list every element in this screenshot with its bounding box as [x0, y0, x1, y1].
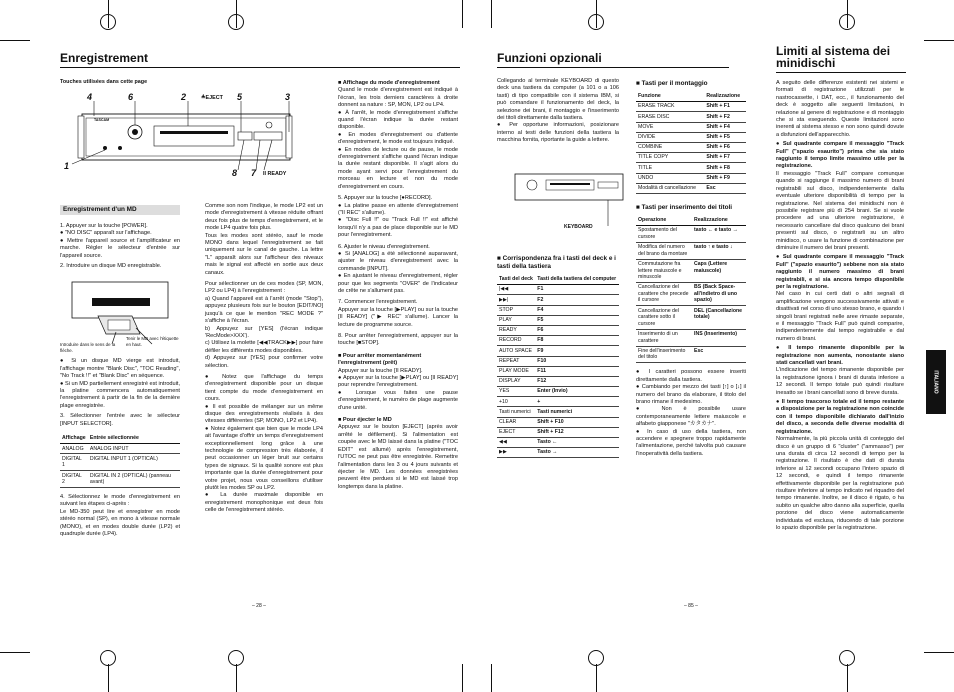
- table-row: [497, 397, 619, 407]
- table-cell: EJECT: [497, 427, 535, 437]
- callout-3: 3: [285, 92, 291, 102]
- mode-note-3: ● Notez également que bien que le mode LP4 ait l'avantage d'offrir un temps d'enregistrement exceptionnellement long grâce à une technologie de compression très élaborée, il peut occasionner un léger bruit sur certains types de signaux. Si la qualité sonore est plus importante que la durée d'enregistrement pour votre projet, nous vous conseillons d'utiliser plutôt les modes SP ou LP2.: [205, 425, 323, 492]
- table-cell: Shift + F4: [704, 122, 746, 132]
- callout-5: 5: [237, 92, 243, 102]
- step-1: 1. Appuyer sur la touche [POWER].: [60, 223, 148, 229]
- table-cell: F4: [535, 305, 619, 315]
- table-cell: DIGITAL IN 2 (OPTICAL) (panneau avant): [88, 471, 180, 488]
- callout-4: 4: [87, 92, 93, 102]
- mode-note-2: ● Il est possible de mélanger sur un même disque des enregistrements réalisés à des vitesses différentes (SP, MONO, LP2 et LP4).: [205, 403, 323, 425]
- limit-2-text: Nel caso in cui certi dati o altri segnali di amplificazione vengono successivamente attivati e disattivati nel corso di uno stesso brano, e quando i singoli brani registrati nelle aree rimaste separate, e il messaggio "Track Full" può quindi comparire, indipendentemente dal tempo registrabile e dal numero di brani.: [776, 291, 904, 342]
- mode-note-4: ● La durée maximale disponible en enregistrement monophonique est deux fois celle de l'enregistrement stéréo.: [205, 492, 323, 514]
- table-cell: +10: [497, 397, 535, 407]
- table-header: Tasti del deck: [497, 275, 535, 285]
- limit-4-heading: ● Il tempo trascorso totale ed il tempo restante a disposizione per la registrazione non coincide con il tempo disponibile dichiarato dall'inizio del disco, a seconda delle diverse modalità di registrazione.: [776, 399, 904, 435]
- language-side-tab: [926, 350, 946, 414]
- table-cell: Cancellazione del carattere che precede il cursore: [636, 283, 692, 306]
- table-header: Tasti della tastiera del computer: [535, 275, 619, 285]
- table-cell: DIGITAL INPUT 1 (OPTICAL): [88, 454, 180, 471]
- table-cell: Tasti numerici: [497, 407, 535, 417]
- title-rule: [776, 72, 906, 73]
- table-row: [636, 329, 746, 346]
- step-4: 4. Sélectionnez le mode d'enregistrement en suivant les étapes ci-après :: [60, 494, 180, 508]
- keyboard-intro: Collegando al terminale KEYBOARD di questo deck una tastiera da computer (a 101 o a 106 tasti) di tipo compatibile con il sistema IBM, si può comandare il funzionamento del deck, la selezione dei brani, il montaggio e l'inserimento dei titoli direttamente dalla tastiera.: [497, 78, 619, 122]
- lp-description: Comme son nom l'indique, le mode LP2 est un mode d'enregistrement à vitesse réduite offrant deux fois plus de temps d'enregistrement, et le mode LP4 quatre fois plus.: [205, 203, 323, 232]
- table-cell: INS (Inserimento): [692, 329, 746, 346]
- insert-caption-right: Tenir le MD avec l'étiquette en haut.: [126, 336, 179, 347]
- table-header: Realizzazione: [692, 216, 746, 226]
- table-cell: Enter (Invio): [535, 387, 619, 397]
- step-5: 5. Appuyer sur la touche [●RECORD].: [338, 195, 433, 202]
- mode-step-a: a) Quand l'appareil est à l'arrêt (mode "Stop"), appuyez plusieurs fois sur le bouton [EDIT/NO] jusqu'à ce que le mention "REC MODE ?" s'affiche à l'écran.: [205, 295, 323, 325]
- table-cell: ▶▶: [497, 448, 535, 458]
- pause-note-2: ● Lorsque vous faites une pause d'enregistrement, le numéro de plage augmente d'une unité.: [338, 389, 458, 411]
- callout-2: 2: [181, 92, 187, 102]
- table-row: [60, 444, 180, 454]
- table-header: Realizzazione: [704, 92, 746, 102]
- insert-caption-left: Introduire dans le sens de la flèche.: [60, 342, 116, 353]
- table-cell: Shift + F2: [704, 112, 746, 122]
- deck-keyboard-illustration: [512, 170, 627, 230]
- table-cell: Shift + F12: [535, 427, 619, 437]
- eject-title: ■ Pour éjecter le MD: [338, 417, 392, 424]
- table-cell: PLAY: [497, 315, 535, 325]
- table-row: [636, 112, 746, 122]
- table-cell: F5: [535, 315, 619, 325]
- table-cell: COMBINE: [636, 142, 704, 152]
- table-row: [497, 438, 619, 448]
- page-number-right: – 85 –: [684, 603, 698, 609]
- rec-mode-display-title: ■ Affichage du mode d'enregistrement: [338, 80, 440, 86]
- keys-used-label: Touches utilisées dans cette page: [60, 79, 148, 85]
- table-cell: tasto ↑ e tasto ↓: [692, 242, 746, 259]
- rec-mode-note-3: ● En modes de lecture ou de pause, le mode d'enregistrement s'affiche quand l'écran indique la durée restant disponible. Il s'agit alors du mode ayant servi pour l'enregistrement du morceau en lecture et non du mode d'enregistrement en cours.: [338, 146, 458, 190]
- table-cell: Modifica del numero del brano da montare: [636, 242, 692, 259]
- limit-4-text: Normalmente, la più piccola unità di conteggio del disco è un gruppo di 6 "cluster" ("ammasso") per una durata di circa 12 secondi di tempo per la registrazione. Il risultato è che dati di durata inferiore ai 12 secondi occupano l'intero spazio di 12 secondi, e quindi il tempo rimanente effettivamente disponibile per la registrazione può risultare inferiore al tempo indicato nel riquadro del tempo rimanente. Inoltre, se il disco è rigato, o ha subito un qualche altro danno alla superficie, quella porzione del disco viene automaticamente individuata ed esclusa, riducendo di tale porzione lo spazio disponibile per la registrazione.: [776, 436, 904, 531]
- title-keys-title: ■ Tasti per inserimento dei titoli: [636, 203, 733, 211]
- table-cell: ANALOG INPUT: [88, 444, 180, 454]
- table-cell: F12: [535, 376, 619, 386]
- device-illustration: [60, 92, 300, 184]
- callout-1: 1: [64, 161, 70, 171]
- table-cell: Esc: [704, 183, 746, 193]
- table-cell: Tasti numerici: [535, 407, 619, 417]
- table-cell: Shift + F6: [704, 142, 746, 152]
- callout-eject: ≜EJECT: [201, 95, 223, 101]
- mode-select-intro: Pour sélectionner un de ces modes (SP, MON, LP2 ou LP4) à l'enregistrement :: [205, 281, 323, 295]
- table-cell: AUTO SPACE: [497, 346, 535, 356]
- table-cell: Cancellazione del carattere sotto il cursore: [636, 306, 692, 329]
- rec-mode-note-2: ● En modes d'enregistrement ou d'attente d'enregistrement, le mode est toujours indiqué.: [338, 131, 458, 146]
- table-row: [497, 336, 619, 346]
- table-header: Operazione: [636, 216, 692, 226]
- table-cell: +: [535, 397, 619, 407]
- editing-keys-table: [636, 92, 746, 194]
- table-row: [497, 346, 619, 356]
- middle-page-header: [497, 52, 729, 68]
- page-title: Enregistrement: [60, 51, 149, 65]
- table-cell: F6: [535, 325, 619, 335]
- table-cell: Shift + F10: [535, 417, 619, 427]
- step-1-note-a: ● "NO DISC" apparaît sur l'affichage.: [60, 230, 152, 237]
- table-cell: F9: [535, 346, 619, 356]
- table-row: [636, 153, 746, 163]
- callout-6: 6: [128, 92, 134, 102]
- title-note-2: ● Cambiando per mezzo dei tasti [↑] o [↓] il numero del brano da elaborare, il titolo del brano rimane il medesimo.: [636, 384, 746, 405]
- table-cell: TITLE COPY: [636, 153, 704, 163]
- step-6: 6. Ajuster le niveau d'enregistrement.: [338, 243, 430, 250]
- title-rule: [60, 67, 460, 68]
- table-cell: Shift + F7: [704, 153, 746, 163]
- eject-text: Appuyez sur le bouton [EJECT] (après avoir arrêté le défilement). Si l'alimentation est coupée avec le MD laissé dans la platine ("TOC EDIT" est allumé) après l'enregistrement, l'UTOC ne peut pas être enregistrée. Remettre l'alimentation dans les 3 ou 4 jours suivants et éjecter le MD. Les données enregistrées peuvent être perdues si le MD est laissé trop longtemps dans la platine.: [338, 424, 458, 490]
- step-7-detail: Appuyer sur la touche [▶PLAY] ou sur la touche [II READY] ("▶ REC" s'allume). Lancer la lecture de programme source.: [338, 306, 458, 328]
- table-cell: Fine dell'inserimento del titolo: [636, 346, 692, 363]
- table-row: [636, 226, 746, 243]
- pause-note-1: ● Appuyer sur la touche [▶PLAY] ou [II READY] pour reprendre l'enregistrement.: [338, 375, 458, 389]
- table-row: [497, 407, 619, 417]
- table-cell: Inserimento di un carattere: [636, 329, 692, 346]
- step-8: 8. Pour arrêter l'enregistrement, appuyer sur la touche [■STOP].: [338, 333, 458, 347]
- table-cell: Shift + F9: [704, 173, 746, 183]
- table-cell: F8: [535, 336, 619, 346]
- table-cell: Tasto ←: [535, 438, 619, 448]
- step-5-note-1: ● La platine passe en attente d'enregistrement ("II REC" s'allume).: [338, 202, 458, 216]
- callout-ready: II READY: [263, 171, 287, 177]
- page-title: Funzioni opzionali: [497, 51, 602, 65]
- table-row: [497, 417, 619, 427]
- pause-title: ■ Pour arrêter momentanément l'enregistrement (prêt): [338, 352, 422, 367]
- title-rule: [497, 67, 729, 68]
- limit-1-text: Il messaggio "Track Full" compare comunque quando si raggiunge il massimo numero di brani registrabili sul disco, indipendentemente dalla eventuale ulteriore disponibilità di tempo per la registrazione. Nel sistema dei minidischi non è possibile registrare più di 254 brani. Se si vuole procedere ad una ulteriore registrazione, è necessario cancellare dal disco qualcuno dei brani presenti sul disco, o registrarli su un altro minidisco, o usare la funzione di combinazione per diminuire il numero dei brani presenti.: [776, 170, 904, 251]
- mode-step-d: d) Appuyez sur [YES] pour confirmer votre sélection.: [205, 355, 323, 369]
- table-row: [636, 306, 746, 329]
- table-row: [60, 471, 180, 488]
- table-cell: PLAY MODE: [497, 366, 535, 376]
- table-cell: Caps (Lettere maiuscole): [692, 259, 746, 282]
- table-cell: DIVIDE: [636, 132, 704, 142]
- page-number-left: – 28 –: [252, 603, 266, 609]
- table-cell: ERASE DISC: [636, 112, 704, 122]
- device-brand: TASCAM: [94, 118, 110, 122]
- table-cell: DIGITAL 2: [60, 471, 88, 488]
- step-4-detail: Le MD-350 peut lire et enregistrer en mode stéréo normal (SP), en mono à vitesse normale (MONO), et en modes double durée (LP2) et quadruple durée (LP4).: [60, 508, 180, 538]
- step-1-note-b: ● Mettre l'appareil source et l'amplificateur en marche. Régler le sélecteur d'entrée sur l'appareil source.: [60, 237, 180, 259]
- table-cell: Spostamento del cursore: [636, 226, 692, 243]
- table-row: [497, 315, 619, 325]
- table-cell: Shift + F8: [704, 163, 746, 173]
- table-row: [497, 285, 619, 295]
- table-row: [497, 448, 619, 458]
- limit-2-heading: ● Sul quadrante compare il messaggio "Track Full" ("spazio esaurito") sebbene non sia stato raggiunto il numero massimo di brani registrabili, e si sia ancora tempo disponibile per la registrazione.: [776, 254, 904, 290]
- left-page-header: [60, 52, 460, 68]
- pause-text: Appuyer sur la touche [II READY].: [338, 367, 423, 374]
- table-row: [497, 295, 619, 305]
- table-cell: REPEAT: [497, 356, 535, 366]
- table-header: Funzione: [636, 92, 704, 102]
- table-row: [497, 325, 619, 335]
- table-row: [636, 346, 746, 363]
- table-row: [636, 132, 746, 142]
- table-cell: Modalità di cancellazione: [636, 183, 704, 193]
- step-6-note-2: ● En ajustant le niveau d'enregistrement, régler pour que les segments "OVER" de l'indicateur de crête ne s'allument pas.: [338, 273, 458, 294]
- rec-mode-note-1: ● À l'arrêt, le mode d'enregistrement s'affiche quand l'écran indique la durée restant disponible.: [338, 109, 458, 131]
- table-cell: F11: [535, 366, 619, 376]
- correspondence-title: ■ Corrispondenza fra i tasti del deck e i tasti della tastiera: [497, 255, 616, 270]
- table-header: Affichage: [60, 434, 88, 444]
- title-keys-table: [636, 216, 746, 363]
- table-cell: Commutazione fra lettere maiuscole e minuscole: [636, 259, 692, 282]
- table-cell: DISPLAY: [497, 376, 535, 386]
- title-note-4: ● In caso di uso della tastiera, non accendere e spegnere troppo rapidamente l'alimentazione, perché talvolta può causare l'inoperatività della tastiera.: [636, 428, 746, 457]
- keyboard-intro-note: ● Per opportune informazioni, posizionare interno al testi delle funzioni della tastiera la macchina fornita, riportante la guide a lettere.: [497, 122, 619, 144]
- table-row: [497, 305, 619, 315]
- table-cell: |◀◀: [497, 285, 535, 295]
- table-row: [497, 387, 619, 397]
- table-cell: Shift + F5: [704, 132, 746, 142]
- table-row: [636, 163, 746, 173]
- table-cell: RECORD: [497, 336, 535, 346]
- table-cell: UNDO: [636, 173, 704, 183]
- table-row: [636, 102, 746, 112]
- table-row: [60, 454, 180, 471]
- mode-step-c: c) Utilisez la molette [◀◀TRACK▶▶] pour faire défiler les différents modes disponibles.: [205, 340, 323, 354]
- table-cell: READY: [497, 325, 535, 335]
- step-7: 7. Commencer l'enregistrement.: [338, 299, 418, 306]
- blank-disc-note: ● Si un disque MD vierge est introduit, l'affichage montre "Blank Disc", "TOC Reading", "No Track !!" et "Blank Disc" en séquence.: [60, 358, 180, 380]
- editing-keys-title: ■ Tasti per il montaggio: [636, 80, 708, 87]
- disc-insert-illustration: [60, 276, 180, 358]
- table-cell: tasto ← e tasto →: [692, 226, 746, 243]
- mode-note-1: ● Notez que l'affichage du temps d'enregistrement disponible pour un disque tient compte du mode d'enregistrement en cours.: [205, 373, 323, 403]
- table-cell: MOVE: [636, 122, 704, 132]
- table-cell: F2: [535, 295, 619, 305]
- table-cell: Esc: [692, 346, 746, 363]
- callout-7: 7: [251, 168, 257, 178]
- rec-mode-display-text: Quand le mode d'enregistrement est indiqué à l'écran, les trois derniers caractères à droite donnent sa nature : SP, MON, LP2 ou LP4.: [338, 87, 458, 109]
- step-6-note-1: ● Si [ANALOG] a été sélectionné auparavant, ajuster le niveau d'enregistrement avec la commande [INPUT].: [338, 250, 458, 272]
- limit-3-heading: ● Il tempo rimanente disponibile per la registrazione non aumenta, nonostante siano stati cancellati vari brani.: [776, 345, 904, 367]
- mode-step-b: b) Appuyez sur [YES] (l'écran indique 'RecMode>XXX').: [205, 325, 323, 339]
- table-header: Entrée sélectionnée: [88, 434, 180, 444]
- side-tab-label: ITALIANO: [933, 370, 939, 394]
- table-cell: ▶▶|: [497, 295, 535, 305]
- table-row: [497, 366, 619, 376]
- table-cell: DIGITAL 1: [60, 454, 88, 471]
- table-cell: YES: [497, 387, 535, 397]
- table-row: [497, 376, 619, 386]
- table-row: [636, 242, 746, 259]
- limits-intro: A seguito delle differenze esistenti nei sistemi e formati di registrazione utilizzati per le nastrocassette, i DAT, ecc., il funzionamento del deck è soggetto alle seguenti limitazioni, in relazione al genere di registrazione e di montaggio che si sta eseguendo. Queste limitazioni sono inerenti al sistema stesso e non sono quindi dovute a disfunzioni dell'apparecchio.: [776, 80, 904, 138]
- table-row: [636, 173, 746, 183]
- table-row: [497, 427, 619, 437]
- table-row: [636, 259, 746, 282]
- table-row: [636, 142, 746, 152]
- table-row: [636, 183, 746, 193]
- table-cell: BS (Back Space-all'indietro di uno spazio): [692, 283, 746, 306]
- far-right-header: [776, 45, 906, 73]
- table-cell: DEL (Cancellazione totale): [692, 306, 746, 329]
- section-title: Enregistrement d'un MD: [60, 205, 180, 215]
- correspondence-table: [497, 275, 619, 458]
- table-row: [636, 122, 746, 132]
- keyboard-caption: KEYBOARD: [564, 224, 593, 230]
- step-2: 2. Introduire un disque MD enregistrable.: [60, 263, 162, 270]
- title-note-3: ● Non è possibile usare contemporaneamente lettere maiuscole e alfabeto giapponese "カタカナ".: [636, 406, 746, 428]
- input-table: [60, 434, 180, 488]
- table-cell: TITLE: [636, 163, 704, 173]
- table-cell: CLEAR: [497, 417, 535, 427]
- table-cell: STOP: [497, 305, 535, 315]
- page-title: Limiti al sistema dei minidischi: [776, 44, 891, 70]
- table-cell: ◀◀: [497, 438, 535, 448]
- table-cell: ANALOG: [60, 444, 88, 454]
- callout-8: 8: [232, 168, 238, 178]
- title-note-1: ● I caratteri possono essere inseriti direttamente dalla tastiera.: [636, 369, 746, 383]
- step-5-note-2: ● "Disc Full !!" ou "Track Full !!" est affiché lorsqu'il n'y a pas de place disponible sur le MD pour l'enregistrement.: [338, 217, 458, 239]
- limit-1-heading: ● Sul quadrante compare il messaggio "Track Full" ("spazio esaurito") prima che sia stato raggiunto il tempo limite massimo utile per la registrazione.: [776, 141, 904, 170]
- limit-3-text: L'indicazione del tempo rimanente disponibile per la registrazione ignora i brani di durata inferiore a 12 secondi. Il tempo totale può quindi risultare inesatto se i brani cancellati sono di breve durata.: [776, 367, 904, 396]
- step-3: 3. Sélectionner l'entrée avec le sélecteur [INPUT SELECTOR].: [60, 413, 180, 427]
- table-cell: Tasto →: [535, 448, 619, 458]
- table-row: [497, 356, 619, 366]
- partial-disc-note: ● Si un MD partiellement enregistré est introduit, la platine commencera automatiquement l'enregistrement à partir de la fin de la dernière plage enregistrée.: [60, 380, 180, 409]
- table-cell: F1: [535, 285, 619, 295]
- mono-description: Tous les modes sont stéréo, sauf le mode MONO dans lequel l'enregistrement se fait uniquement sur le canal de gauche. La lettre "L" apparaît alors sur l'afficheur des niveaux mais le signal est affecté en sortie aux deux canaux.: [205, 232, 323, 276]
- table-cell: F10: [535, 356, 619, 366]
- table-cell: ERASE TRACK: [636, 102, 704, 112]
- table-row: [636, 283, 746, 306]
- table-cell: Shift + F1: [704, 102, 746, 112]
